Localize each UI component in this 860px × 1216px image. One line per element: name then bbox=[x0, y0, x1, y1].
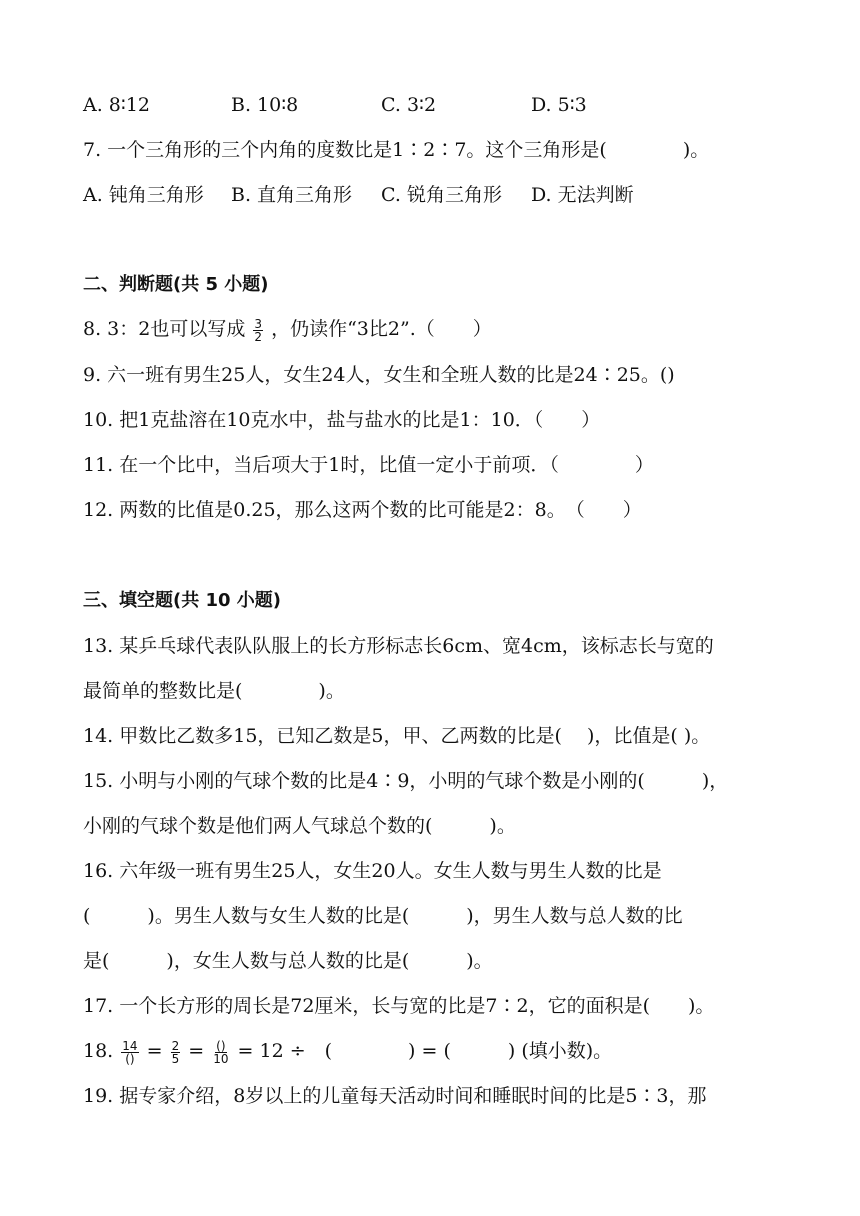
q19: 19. 据专家介绍，8岁以上的儿童每天活动时间和睡眠时间的比是5∶3，那 bbox=[83, 1085, 707, 1107]
q10: 10. 把1克盐溶在10克水中，盐与盐水的比是1：10．（ ） bbox=[83, 409, 601, 431]
q18-fraction-3 bbox=[212, 1040, 229, 1065]
q8-frac-num: 3 bbox=[254, 316, 263, 331]
q6-option-c: C. 3∶2 bbox=[381, 94, 437, 116]
q9: 9. 六一班有男生25人，女生24人，女生和全班人数的比是24∶25。() bbox=[83, 364, 675, 386]
q7-stem: 7. 一个三角形的三个内角的度数比是1∶2∶7。这个三角形是( )。 bbox=[83, 139, 710, 161]
q8 bbox=[83, 316, 492, 343]
q18-eq-2: = bbox=[188, 1040, 205, 1062]
q11: 11. 在一个比中，当后项大于1时，比值一定小于前项．（ ） bbox=[83, 454, 654, 476]
q8-frac-den: 2 bbox=[254, 329, 263, 344]
q7-option-c: C. 锐角三角形 bbox=[381, 184, 502, 206]
section2-title: 二、判断题(共 5 小题) bbox=[83, 274, 269, 295]
q8-post: ，仍读作“3比2”.（ ） bbox=[271, 318, 492, 340]
q12: 12. 两数的比值是0.25，那么这两个数的比可能是2：8。 （ ） bbox=[83, 499, 642, 521]
q18-f1-num: 14 bbox=[122, 1038, 138, 1053]
section3-title: 三、填空题(共 10 小题) bbox=[83, 590, 282, 611]
q18-eq-1: = bbox=[146, 1040, 163, 1062]
q14: 14. 甲数比乙数多15，已知乙数是5，甲、乙两数的比是( )，比值是( )。 bbox=[83, 725, 711, 747]
q15-line2: 小刚的气球个数是他们两人气球总个数的( )。 bbox=[83, 815, 516, 837]
q16-line1: 16. 六年级一班有男生25人，女生20人。女生人数与男生人数的比是 bbox=[83, 860, 662, 882]
q7-option-a: A. 钝角三角形 bbox=[83, 184, 204, 206]
q18-fraction-2 bbox=[171, 1040, 181, 1065]
q18-fraction-1 bbox=[121, 1040, 138, 1065]
q13-line2: 最简单的整数比是( )。 bbox=[83, 680, 345, 702]
q18 bbox=[83, 1038, 612, 1065]
q16-line3: 是( )，女生人数与总人数的比是( )。 bbox=[83, 950, 493, 972]
q18-f3-den: 10 bbox=[213, 1051, 229, 1066]
q6-option-b: B. 10∶8 bbox=[231, 94, 299, 116]
q18-label: 18. bbox=[83, 1040, 114, 1062]
q18-f2-den: 5 bbox=[171, 1051, 180, 1066]
q15-line1: 15. 小明与小刚的气球个数的比是4∶9，小明的气球个数是小刚的( )， bbox=[83, 770, 729, 792]
q6-option-a: A. 8∶12 bbox=[83, 94, 151, 116]
q17: 17. 一个长方形的周长是72厘米，长与宽的比是7∶2，它的面积是( )。 bbox=[83, 995, 715, 1017]
q16-line2: ( )。男生人数与女生人数的比是( )，男生人数与总人数的比 bbox=[83, 905, 683, 927]
q18-f3-num: () bbox=[216, 1038, 226, 1053]
q6-option-d: D. 5∶3 bbox=[531, 94, 587, 116]
q8-pre: 8. 3：2也可以写成 bbox=[83, 318, 246, 340]
q18-f1-den: () bbox=[125, 1051, 135, 1066]
q7-option-b: B. 直角三角形 bbox=[231, 184, 353, 206]
q13-line1: 13. 某乒乓球代表队队服上的长方形标志长6cm、宽4cm，该标志长与宽的 bbox=[83, 635, 714, 657]
q18-tail: = 12 ÷ ( ) = ( ) (填小数)。 bbox=[237, 1040, 613, 1062]
q8-fraction bbox=[253, 318, 263, 343]
q7-option-d: D. 无法判断 bbox=[531, 184, 634, 206]
q18-f2-num: 2 bbox=[171, 1038, 180, 1053]
